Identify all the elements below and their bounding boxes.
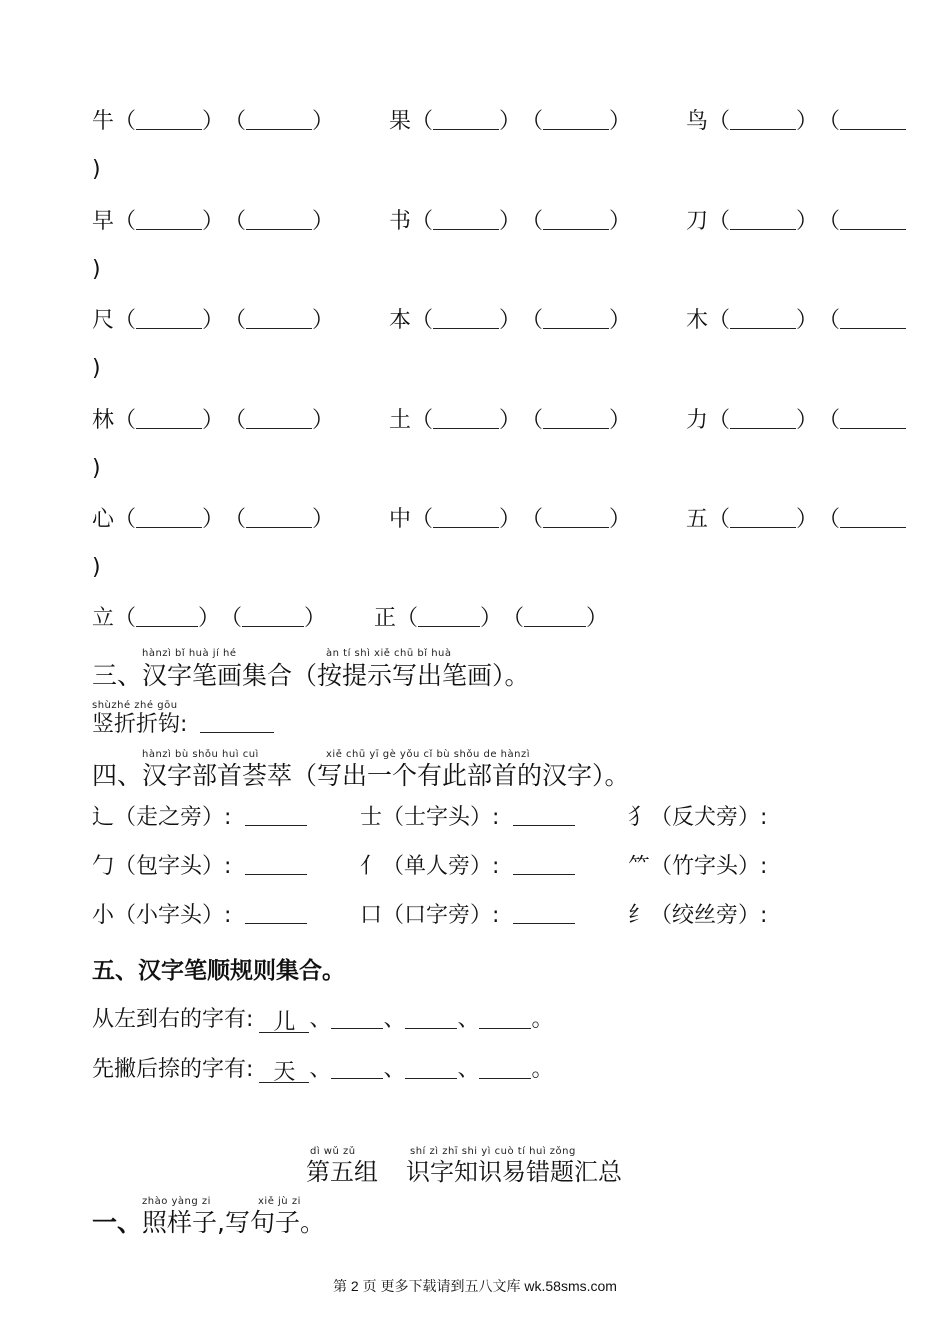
paren: ） — [202, 109, 225, 134]
paren: （ — [224, 407, 247, 433]
answer-blank[interactable] — [433, 107, 499, 130]
sub1-prefix: 一、 — [92, 1208, 143, 1237]
paren: （ — [224, 507, 247, 532]
radical-label: 士（士字头）: — [360, 805, 500, 830]
radical-item — [92, 901, 307, 931]
wrapped-paren: ) — [92, 455, 101, 481]
paren: （ — [708, 208, 731, 234]
separator: 、 — [309, 1007, 332, 1032]
paren: （ — [411, 109, 434, 134]
paren: ） — [609, 208, 632, 234]
answer-blank[interactable] — [246, 505, 312, 528]
char-label: 木 — [686, 308, 709, 333]
radical-item — [360, 803, 575, 833]
radical-item — [628, 803, 767, 833]
answer-blank[interactable] — [245, 852, 307, 875]
answer-blank[interactable] — [543, 406, 609, 429]
paren: （ — [224, 109, 247, 134]
answer-blank[interactable] — [479, 1004, 531, 1029]
paren: （ — [708, 308, 731, 333]
stroke-order-line — [92, 1004, 553, 1035]
separator: 、 — [383, 1007, 406, 1032]
answer-blank[interactable] — [245, 901, 307, 924]
paren: ） — [609, 407, 632, 433]
paren: ） — [312, 308, 335, 333]
group5-title-a: 第五组 — [306, 1158, 378, 1186]
answer-blank[interactable] — [524, 604, 586, 627]
answer-blank[interactable] — [840, 306, 906, 329]
paren: （ — [818, 208, 841, 234]
section3-title: 三、汉字笔画集合（按提示写出笔画）。 — [92, 661, 530, 690]
char-label: 正 — [374, 606, 397, 631]
sub1-pinyin-b: xiě jù zi — [258, 1196, 301, 1207]
example-answer: 天 — [259, 1058, 309, 1083]
char-label: 林 — [92, 407, 115, 433]
separator: 、 — [383, 1057, 406, 1082]
section4-title: 四、汉字部首荟萃（写出一个有此部首的汉字）。 — [92, 761, 630, 790]
separator: 、 — [309, 1057, 332, 1082]
answer-blank[interactable] — [405, 1054, 457, 1079]
answer-blank[interactable] — [543, 207, 609, 230]
answer-blank[interactable] — [246, 306, 312, 329]
answer-blank[interactable] — [136, 207, 202, 230]
char-label: 早 — [92, 208, 115, 234]
page-footer: 第 2 页 更多下载请到五八文库 wk.58sms.com — [333, 1278, 617, 1294]
char-entry — [389, 306, 631, 336]
char-label: 力 — [686, 407, 709, 433]
radical-item — [628, 852, 767, 882]
paren: （ — [411, 308, 434, 333]
char-label: 心 — [92, 507, 115, 532]
answer-blank[interactable] — [433, 207, 499, 230]
paren: ） — [202, 208, 225, 234]
answer-blank[interactable] — [840, 207, 906, 230]
answer-blank[interactable] — [543, 306, 609, 329]
char-label: 鸟 — [686, 109, 709, 134]
answer-blank[interactable] — [730, 306, 796, 329]
radical-label: 亻（单人旁）: — [360, 854, 500, 879]
char-entry — [686, 107, 906, 137]
answer-blank[interactable] — [136, 505, 202, 528]
stroke-item-label: 竖折折钩: — [92, 712, 188, 737]
answer-blank[interactable] — [513, 901, 575, 924]
paren: ） — [796, 507, 819, 532]
answer-blank[interactable] — [136, 306, 202, 329]
paren: ） — [796, 109, 819, 134]
sub1-pinyin-a: zhào yàng zi — [142, 1196, 211, 1207]
sub1-text-b: 写句子。 — [224, 1208, 325, 1237]
paren: ） — [796, 407, 819, 433]
paren: ） — [796, 208, 819, 234]
answer-blank[interactable] — [730, 107, 796, 130]
char-entry — [389, 207, 631, 237]
radical-item — [628, 901, 767, 931]
char-entry — [92, 306, 334, 336]
paren: （ — [708, 109, 731, 134]
paren: （ — [411, 208, 434, 234]
answer-blank[interactable] — [136, 107, 202, 130]
char-entry — [686, 505, 906, 535]
paren: （ — [224, 208, 247, 234]
paren: ） — [480, 606, 503, 631]
char-label: 本 — [389, 308, 412, 333]
paren: ） — [312, 507, 335, 532]
paren: （ — [396, 606, 419, 631]
char-label: 五 — [686, 507, 709, 532]
char-label: 刀 — [686, 208, 709, 234]
paren: （ — [818, 407, 841, 433]
sub1-text-a: 照样子, — [142, 1208, 225, 1237]
radical-label: ⺮（竹字头）: — [628, 854, 768, 879]
section3-pinyin-b: àn tí shì xiě chū bǐ huà — [326, 648, 452, 659]
answer-blank[interactable] — [730, 207, 796, 230]
answer-blank[interactable] — [433, 505, 499, 528]
answer-blank[interactable] — [331, 1054, 383, 1079]
paren: （ — [521, 507, 544, 532]
paren: ） — [499, 109, 522, 134]
char-label: 中 — [389, 507, 412, 532]
stroke-item — [92, 710, 274, 740]
answer-blank[interactable] — [840, 107, 906, 130]
paren: （ — [521, 109, 544, 134]
paren: （ — [114, 507, 137, 532]
paren: （ — [224, 308, 247, 333]
answer-blank[interactable] — [246, 207, 312, 230]
paren: （ — [521, 208, 544, 234]
answer-blank[interactable] — [418, 604, 480, 627]
char-label: 尺 — [92, 308, 115, 333]
char-entry — [92, 406, 334, 436]
radical-item — [360, 852, 575, 882]
paren: （ — [411, 407, 434, 433]
section3-pinyin-a: hànzì bǐ huà jí hé — [142, 648, 237, 659]
order-label: 先撇后捺的字有: — [92, 1057, 254, 1082]
paren: （ — [411, 507, 434, 532]
char-entry — [389, 406, 631, 436]
answer-blank[interactable] — [513, 852, 575, 875]
char-entry — [92, 107, 334, 137]
example-answer: 儿 — [259, 1008, 309, 1033]
paren: ） — [609, 308, 632, 333]
radical-item — [92, 852, 307, 882]
order-label: 从左到右的字有: — [92, 1007, 254, 1032]
paren: （ — [818, 109, 841, 134]
char-label: 书 — [389, 208, 412, 234]
radical-label: 口（口字旁）: — [360, 903, 500, 928]
answer-blank[interactable] — [136, 406, 202, 429]
paren: （ — [521, 308, 544, 333]
answer-blank[interactable] — [543, 107, 609, 130]
answer-blank[interactable] — [136, 604, 198, 627]
paren: （ — [818, 507, 841, 532]
char-entry — [374, 604, 608, 634]
char-entry — [92, 505, 334, 535]
paren: ） — [312, 407, 335, 433]
paren: ） — [586, 606, 609, 631]
answer-blank[interactable] — [840, 505, 906, 528]
paren: ） — [202, 308, 225, 333]
answer-blank[interactable] — [513, 803, 575, 826]
radical-label: 勹（包字头）: — [92, 854, 232, 879]
paren: （ — [220, 606, 243, 631]
section5-title: 五、汉字笔顺规则集合。 — [92, 958, 345, 984]
radical-item — [360, 901, 575, 931]
answer-blank[interactable] — [405, 1004, 457, 1029]
char-label: 立 — [92, 606, 115, 631]
paren: （ — [708, 507, 731, 532]
paren: ） — [796, 308, 819, 333]
answer-blank[interactable] — [433, 306, 499, 329]
answer-blank[interactable] — [246, 107, 312, 130]
radical-label: 辶（走之旁）: — [92, 805, 232, 830]
stroke-order-line — [92, 1054, 553, 1085]
paren: （ — [708, 407, 731, 433]
paren: ） — [499, 407, 522, 433]
end-mark: 。 — [531, 1057, 554, 1082]
paren: ） — [499, 308, 522, 333]
stroke-item-pinyin: shùzhé zhé gōu — [92, 700, 178, 711]
char-label: 果 — [389, 109, 412, 134]
char-entry — [389, 505, 631, 535]
paren: ） — [499, 208, 522, 234]
group5-pinyin-a: dì wǔ zǔ — [310, 1146, 356, 1157]
answer-blank[interactable] — [730, 505, 796, 528]
answer-blank[interactable] — [246, 406, 312, 429]
answer-blank[interactable] — [242, 604, 304, 627]
separator: 、 — [457, 1007, 480, 1032]
end-mark: 。 — [531, 1007, 554, 1032]
wrapped-paren: ) — [92, 157, 101, 182]
answer-blank[interactable] — [730, 406, 796, 429]
paren: ） — [312, 109, 335, 134]
section4-pinyin-b: xiě chū yī gè yǒu cǐ bù shǒu de hànzì — [326, 749, 530, 760]
char-entry — [686, 306, 906, 336]
radical-label: 纟（绞丝旁）: — [628, 903, 768, 928]
answer-blank[interactable] — [543, 505, 609, 528]
wrapped-paren: ) — [92, 555, 101, 580]
paren: （ — [114, 308, 137, 333]
paren: （ — [114, 208, 137, 234]
group5-title-b: 识字知识易错题汇总 — [406, 1158, 622, 1186]
char-entry — [686, 207, 906, 237]
answer-blank[interactable] — [245, 803, 307, 826]
group5-pinyin-b: shí zì zhī shi yì cuò tí huì zǒng — [410, 1146, 576, 1157]
answer-blank[interactable] — [479, 1054, 531, 1079]
sub1-title — [92, 1207, 325, 1239]
char-label: 土 — [389, 407, 412, 433]
char-entry — [686, 406, 906, 436]
paren: ） — [304, 606, 327, 631]
group5-title — [306, 1156, 622, 1188]
answer-blank[interactable] — [840, 406, 906, 429]
wrapped-paren: ) — [92, 356, 101, 381]
paren: （ — [114, 407, 137, 433]
paren: ） — [202, 407, 225, 433]
char-label: 牛 — [92, 109, 115, 134]
paren: ） — [202, 507, 225, 532]
radical-item — [92, 803, 307, 833]
radical-label: 犭（反犬旁）: — [628, 805, 768, 830]
paren: ） — [198, 606, 221, 631]
paren: ） — [499, 507, 522, 532]
paren: ） — [609, 109, 632, 134]
char-entry — [389, 107, 631, 137]
paren: （ — [502, 606, 525, 631]
char-entry — [92, 207, 334, 237]
answer-blank[interactable] — [200, 710, 274, 733]
radical-label: 小（小字头）: — [92, 903, 232, 928]
answer-blank[interactable] — [433, 406, 499, 429]
paren: （ — [818, 308, 841, 333]
paren: （ — [114, 606, 137, 631]
paren: （ — [521, 407, 544, 433]
section4-pinyin-a: hànzì bù shǒu huì cuì — [142, 749, 259, 760]
char-entry — [92, 604, 326, 634]
wrapped-paren: ) — [92, 256, 101, 282]
paren: ） — [609, 507, 632, 532]
paren: ） — [312, 208, 335, 234]
answer-blank[interactable] — [331, 1004, 383, 1029]
separator: 、 — [457, 1057, 480, 1082]
paren: （ — [114, 109, 137, 134]
